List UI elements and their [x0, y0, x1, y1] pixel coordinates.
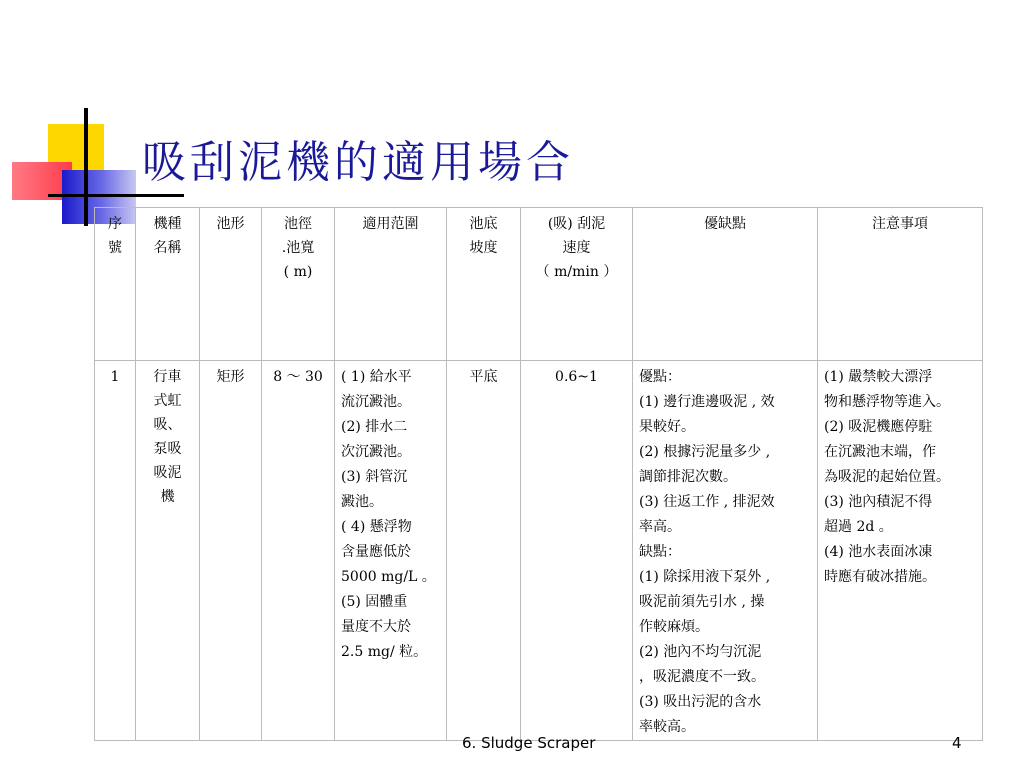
table-header-row — [95, 208, 983, 361]
header-cell-pros-cons: 優缺點 — [633, 208, 818, 361]
footer-title: 6. Sludge Scraper — [462, 734, 596, 752]
cell-pros-cons: 優點： (1) 邊行進邊吸泥 , 效 果較好。 (2) 根據污泥量多少 , 調節排泥次數。 (3) 往返工作 , 排泥效 率高。 缺點： (1) 除採用液下泵外 , 吸泥前須先引水 , 操 作較麻煩。 (2) 池內不均勻沉泥 ，吸泥濃度不一致。 (3) 吸出污泥的含水 率較高。 — [633, 361, 818, 741]
header-cell-slope: 池底 坡度 — [447, 208, 521, 361]
cell-no: 1 — [95, 361, 136, 741]
header-cell-no: 序 號 — [95, 208, 136, 361]
decor-vertical-line — [84, 108, 88, 226]
header-cell-type: 機種 名稱 — [136, 208, 200, 361]
comparison-table — [94, 207, 983, 741]
header-cell-shape: 池形 — [200, 208, 262, 361]
header-cell-scope: 適用范圍 — [335, 208, 447, 361]
cell-notes: (1) 嚴禁較大漂浮 物和懸浮物等進入。 (2) 吸泥機應停駐 在沉澱池末端，作 為吸泥的起始位置。 (3) 池內積泥不得 超過 2d 。 (4) 池水表面冰凍 時應有破冰措施。 — [818, 361, 983, 741]
cell-speed: 0.6~1 — [521, 361, 633, 741]
header-cell-width: 池徑 .池寬 ( m) — [262, 208, 335, 361]
table-row — [95, 361, 983, 741]
header-cell-speed: (吸) 刮泥 速度 （ m/min ） — [521, 208, 633, 361]
cell-width: 8 ～ 30 — [262, 361, 335, 741]
cell-slope: 平底 — [447, 361, 521, 741]
cell-shape: 矩形 — [200, 361, 262, 741]
slide-title: 吸刮泥機的適用場合 — [142, 137, 574, 188]
cell-scope: ( 1) 給水平 流沉澱池。 (2) 排水二 次沉澱池。 (3) 斜管沉 澱池。 ( 4) 懸浮物 含量應低於 5000 mg/L 。 (5) 固體重 量度不大於 2.5 mg/ 粒。 — [335, 361, 447, 741]
cell-type: 行車 式虹 吸、 泵吸 吸泥 機 — [136, 361, 200, 741]
header-cell-notes: 注意事項 — [818, 208, 983, 361]
decor-horizontal-line — [48, 194, 184, 197]
page-number: 4 — [952, 734, 962, 752]
